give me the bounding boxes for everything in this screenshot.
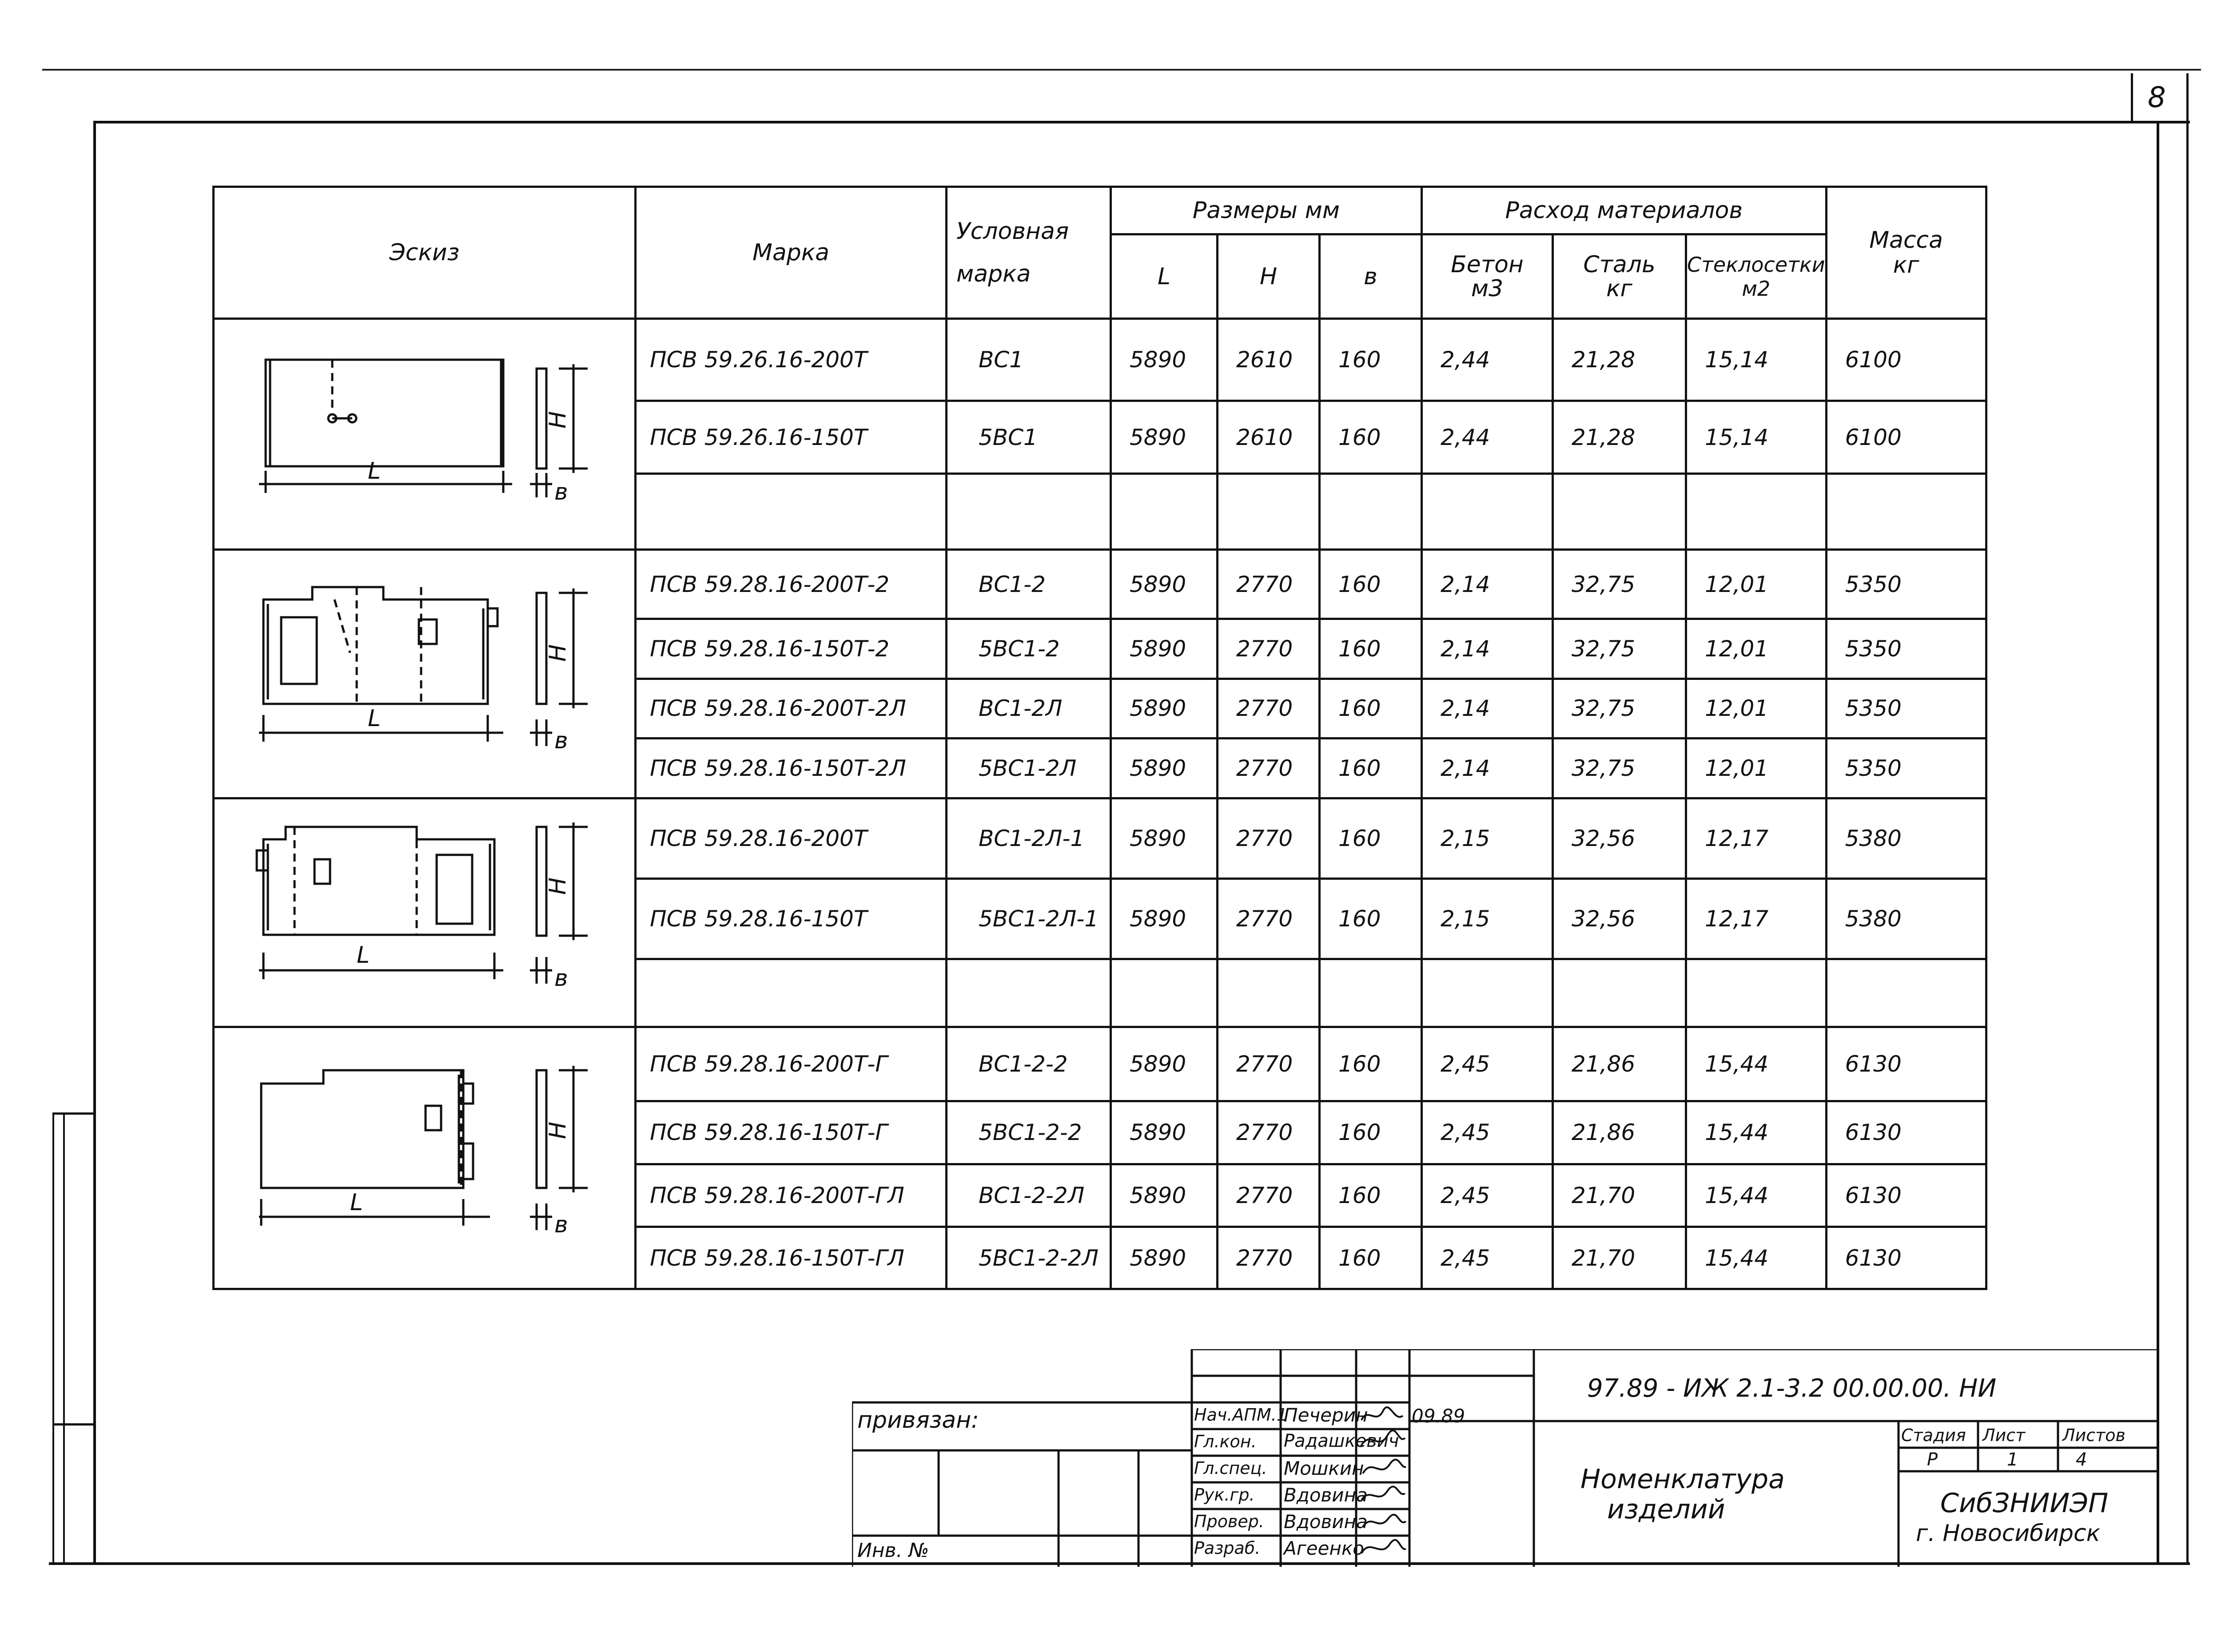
org-name: СибЗНИИЭП <box>1940 1488 2109 1519</box>
panel-sketch-2 <box>215 551 634 797</box>
cell-cond-mark: 5ВС1-2-2Л <box>947 1227 1111 1289</box>
signature-mark <box>1361 1407 1403 1420</box>
cell-h: 2770 <box>1218 878 1320 959</box>
cell-steel: 21,70 <box>1553 1227 1686 1289</box>
sheet-label: Лист <box>1982 1426 2026 1445</box>
cell-steel <box>1553 474 1686 550</box>
signature-mark <box>1361 1540 1406 1553</box>
sketch-2-length-label: L <box>368 705 381 732</box>
panel-sketch-1 <box>215 320 634 548</box>
cell-mesh: 15,14 <box>1686 319 1827 401</box>
cell-mark: ПСВ 59.28.16-200Т-2 <box>636 550 947 619</box>
cell-concrete: 2,15 <box>1422 798 1553 879</box>
cell-b: 160 <box>1320 679 1422 738</box>
panel-sketch-4 <box>215 1028 634 1288</box>
cell-mass: 5350 <box>1826 550 1986 619</box>
cell-mesh: 15,44 <box>1686 1164 1827 1227</box>
cell-concrete: 2,45 <box>1422 1164 1553 1227</box>
header-sketch: Эскиз <box>214 187 636 319</box>
header-mass-line2: кг <box>1893 252 1919 278</box>
inv-number-label: Инв. № <box>857 1539 929 1562</box>
cell-l: 5890 <box>1111 401 1218 474</box>
date: 09.89 <box>1412 1405 1465 1427</box>
cell-mass: 5350 <box>1826 619 1986 679</box>
name-4: Вдовина <box>1284 1484 1368 1506</box>
sketch-3-height-label: H <box>545 877 571 895</box>
cell-cond-mark: 5ВС1 <box>947 401 1111 474</box>
cell-cond-mark: ВС1-2 <box>947 550 1111 619</box>
frame-top <box>93 121 2190 123</box>
signature-mark <box>1363 1460 1406 1473</box>
cell-b: 160 <box>1320 319 1422 401</box>
role-1: Нач.АПМ.1 <box>1194 1405 1288 1425</box>
cell-steel: 32,56 <box>1553 798 1686 879</box>
nomenclature-table <box>212 186 1987 1290</box>
cell-concrete <box>1422 959 1553 1027</box>
cell-h: 2770 <box>1218 1227 1320 1289</box>
role-6: Разраб. <box>1194 1538 1261 1558</box>
cell-steel: 21,28 <box>1553 401 1686 474</box>
cell-mass: 5380 <box>1826 798 1986 879</box>
cell-l: 5890 <box>1111 878 1218 959</box>
cell-b: 160 <box>1320 401 1422 474</box>
cell-mark: ПСВ 59.28.16-200Т <box>636 798 947 879</box>
sketch-panel-3 <box>214 798 636 1027</box>
cell-l: 5890 <box>1111 550 1218 619</box>
cell-b: 160 <box>1320 1227 1422 1289</box>
cell-mesh: 15,44 <box>1686 1101 1827 1164</box>
header-size-h: H <box>1218 234 1320 319</box>
header-mesh-line1: Стеклосетки <box>1687 252 1825 277</box>
cell-mass: 6100 <box>1826 401 1986 474</box>
header-materials: Расход материалов <box>1422 187 1827 234</box>
binding-strip-divider <box>52 1423 93 1426</box>
cell-cond-mark: 5ВС1-2-2 <box>947 1101 1111 1164</box>
cell-mass: 5380 <box>1826 878 1986 959</box>
cell-h: 2770 <box>1218 1164 1320 1227</box>
frame-right <box>2157 121 2159 1565</box>
cell-l: 5890 <box>1111 619 1218 679</box>
cell-cond-mark: 5ВС1-2Л-1 <box>947 878 1111 959</box>
stage-label: Стадия <box>1901 1426 1966 1445</box>
sketch-3-length-label: L <box>357 942 370 969</box>
sketch-2-height-label: H <box>545 644 571 662</box>
cell-l: 5890 <box>1111 319 1218 401</box>
role-2: Гл.кон. <box>1194 1432 1257 1451</box>
sketch-3-thickness-label: в <box>554 965 568 992</box>
sketch-panel-2 <box>214 550 636 798</box>
cell-steel: 21,28 <box>1553 319 1686 401</box>
cell-mesh: 12,01 <box>1686 738 1827 798</box>
cell-mark: ПСВ 59.28.16-200Т-2Л <box>636 679 947 738</box>
name-1: Печерин <box>1284 1404 1368 1426</box>
title-block <box>852 1349 2221 1567</box>
cell-l: 5890 <box>1111 1101 1218 1164</box>
cell-b: 160 <box>1320 619 1422 679</box>
cell-b <box>1320 474 1422 550</box>
cell-mark: ПСВ 59.28.16-150Т <box>636 878 947 959</box>
cell-cond-mark: 5ВС1-2Л <box>947 738 1111 798</box>
cell-mark: ПСВ 59.28.16-150Т-2 <box>636 619 947 679</box>
cell-h: 2770 <box>1218 738 1320 798</box>
cell-l: 5890 <box>1111 1227 1218 1289</box>
cell-b: 160 <box>1320 738 1422 798</box>
header-cond-mark-line2: марка <box>956 261 1031 287</box>
sheet-value: 1 <box>2007 1449 2018 1470</box>
cell-l: 5890 <box>1111 798 1218 879</box>
cell-mark: ПСВ 59.28.16-200Т-Г <box>636 1027 947 1101</box>
cell-mesh: 12,17 <box>1686 798 1827 879</box>
title-line-2: изделий <box>1607 1494 1725 1525</box>
header-steel-line1: Сталь <box>1583 251 1656 278</box>
cell-b <box>1320 959 1422 1027</box>
sketch-1-height-label: H <box>545 411 571 429</box>
sheets-value: 4 <box>2076 1449 2087 1470</box>
signatures <box>1356 1402 1409 1567</box>
cell-h <box>1218 959 1320 1027</box>
cell-l: 5890 <box>1111 1164 1218 1227</box>
cell-concrete: 2,14 <box>1422 679 1553 738</box>
cell-h: 2610 <box>1218 401 1320 474</box>
panel-sketch-3 <box>215 799 634 1026</box>
cell-h <box>1218 474 1320 550</box>
cell-h: 2770 <box>1218 550 1320 619</box>
cell-b: 160 <box>1320 550 1422 619</box>
header-cond-mark-line1: Условная <box>956 218 1069 245</box>
cell-mesh <box>1686 959 1827 1027</box>
cell-h: 2770 <box>1218 679 1320 738</box>
cell-steel: 32,56 <box>1553 878 1686 959</box>
cell-l: 5890 <box>1111 679 1218 738</box>
cell-cond-mark <box>947 474 1111 550</box>
cell-h: 2770 <box>1218 1101 1320 1164</box>
cell-b: 160 <box>1320 798 1422 879</box>
cell-cond-mark: ВС1-2Л <box>947 679 1111 738</box>
sketch-4-height-label: H <box>545 1121 571 1139</box>
cell-h: 2770 <box>1218 619 1320 679</box>
sketch-panel-1 <box>214 319 636 550</box>
cell-l <box>1111 959 1218 1027</box>
cell-mass <box>1826 959 1986 1027</box>
signature-mark <box>1363 1515 1406 1527</box>
doc-code: 97.89 - ИЖ 2.1-3.2 00.00.00. НИ <box>1587 1374 1997 1403</box>
role-3: Гл.спец. <box>1194 1458 1267 1478</box>
cell-steel: 32,75 <box>1553 550 1686 619</box>
cell-mesh: 12,01 <box>1686 550 1827 619</box>
cell-concrete: 2,45 <box>1422 1027 1553 1101</box>
cell-steel: 32,75 <box>1553 679 1686 738</box>
sketch-4-length-label: L <box>350 1189 363 1216</box>
cell-mass: 5350 <box>1826 738 1986 798</box>
cell-b: 160 <box>1320 1027 1422 1101</box>
cell-mesh: 12,17 <box>1686 878 1827 959</box>
cell-mark: ПСВ 59.28.16-150Т-ГЛ <box>636 1227 947 1289</box>
cell-concrete: 2,44 <box>1422 319 1553 401</box>
header-steel-line2: кг <box>1606 275 1632 302</box>
cell-cond-mark: ВС1 <box>947 319 1111 401</box>
cell-b: 160 <box>1320 878 1422 959</box>
cell-cond-mark: ВС1-2Л-1 <box>947 798 1111 879</box>
cell-cond-mark <box>947 959 1111 1027</box>
cell-mark: ПСВ 59.28.16-150Т-Г <box>636 1101 947 1164</box>
header-concrete-line2: м3 <box>1471 275 1504 302</box>
header-size-b: в <box>1320 234 1422 319</box>
cell-b: 160 <box>1320 1101 1422 1164</box>
cell-mass: 6130 <box>1826 1227 1986 1289</box>
cell-mark: ПСВ 59.26.16-200Т <box>636 319 947 401</box>
sheet-number: 8 <box>2148 81 2166 114</box>
cell-steel: 21,86 <box>1553 1027 1686 1101</box>
cell-steel: 21,86 <box>1553 1101 1686 1164</box>
cell-mass: 6130 <box>1826 1101 1986 1164</box>
cell-concrete: 2,14 <box>1422 619 1553 679</box>
name-3: Мошкин <box>1284 1457 1364 1479</box>
cell-mark: ПСВ 59.26.16-150Т <box>636 401 947 474</box>
stage-value: Р <box>1927 1449 1938 1470</box>
cell-concrete <box>1422 474 1553 550</box>
cell-l: 5890 <box>1111 738 1218 798</box>
cell-steel <box>1553 959 1686 1027</box>
header-concrete-line1: Бетон <box>1451 251 1524 278</box>
bound-label: привязан: <box>857 1407 979 1434</box>
cell-h: 2770 <box>1218 1027 1320 1101</box>
sketch-2-thickness-label: в <box>554 727 568 754</box>
role-5: Провер. <box>1194 1512 1264 1531</box>
sketch-4-thickness-label: в <box>554 1211 568 1238</box>
cell-concrete: 2,15 <box>1422 878 1553 959</box>
cell-mesh: 12,01 <box>1686 619 1827 679</box>
name-6: Агеенко <box>1284 1537 1365 1559</box>
cell-mass <box>1826 474 1986 550</box>
cell-mesh: 15,14 <box>1686 401 1827 474</box>
header-cond-mark <box>947 187 1111 319</box>
header-steel <box>1553 234 1686 319</box>
signature-mark <box>1361 1430 1405 1447</box>
sketch-panel-4 <box>214 1027 636 1289</box>
sheets-label: Листов <box>2062 1426 2125 1445</box>
name-5: Вдовина <box>1284 1511 1368 1533</box>
cell-h: 2610 <box>1218 319 1320 401</box>
header-mark: Марка <box>636 187 947 319</box>
cell-mesh: 12,01 <box>1686 679 1827 738</box>
cell-steel: 32,75 <box>1553 619 1686 679</box>
cell-concrete: 2,45 <box>1422 1227 1553 1289</box>
cell-mark: ПСВ 59.28.16-150Т-2Л <box>636 738 947 798</box>
cell-mesh <box>1686 474 1827 550</box>
cell-mark <box>636 474 947 550</box>
cell-mesh: 15,44 <box>1686 1227 1827 1289</box>
header-mass-line1: Масса <box>1869 227 1943 254</box>
cell-mass: 6100 <box>1826 319 1986 401</box>
cell-l: 5890 <box>1111 1027 1218 1101</box>
cell-mark <box>636 959 947 1027</box>
cell-steel: 32,75 <box>1553 738 1686 798</box>
signature-mark <box>1361 1487 1405 1500</box>
cell-b: 160 <box>1320 1164 1422 1227</box>
cell-mark: ПСВ 59.28.16-200Т-ГЛ <box>636 1164 947 1227</box>
cell-concrete: 2,44 <box>1422 401 1553 474</box>
cell-concrete: 2,45 <box>1422 1101 1553 1164</box>
cell-cond-mark: ВС1-2-2Л <box>947 1164 1111 1227</box>
header-mass <box>1826 187 1986 319</box>
binding-strip-line <box>63 1115 65 1565</box>
header-mesh <box>1686 234 1827 319</box>
binding-strip <box>52 1112 95 1565</box>
title-line-1: Номенклатура <box>1580 1464 1785 1495</box>
frame-right-outer <box>2186 121 2189 1565</box>
header-size-l: L <box>1111 234 1218 319</box>
header-sizes: Размеры мм <box>1111 187 1422 234</box>
cell-steel: 21,70 <box>1553 1164 1686 1227</box>
cell-h: 2770 <box>1218 798 1320 879</box>
cell-mass: 5350 <box>1826 679 1986 738</box>
sketch-1-length-label: L <box>368 458 381 484</box>
top-rule <box>42 69 2201 71</box>
cell-cond-mark: ВС1-2-2 <box>947 1027 1111 1101</box>
cell-cond-mark: 5ВС1-2 <box>947 619 1111 679</box>
header-mesh-line2: м2 <box>1742 276 1771 301</box>
cell-concrete: 2,14 <box>1422 738 1553 798</box>
cell-mass: 6130 <box>1826 1027 1986 1101</box>
cell-concrete: 2,14 <box>1422 550 1553 619</box>
name-2: Радашкевич <box>1284 1431 1399 1451</box>
cell-mass: 6130 <box>1826 1164 1986 1227</box>
cell-mesh: 15,44 <box>1686 1027 1827 1101</box>
cell-l <box>1111 474 1218 550</box>
header-concrete <box>1422 234 1553 319</box>
sketch-1-thickness-label: в <box>554 479 568 505</box>
org-city: г. Новосибирск <box>1916 1520 2101 1547</box>
role-4: Рук.гр. <box>1194 1485 1255 1505</box>
